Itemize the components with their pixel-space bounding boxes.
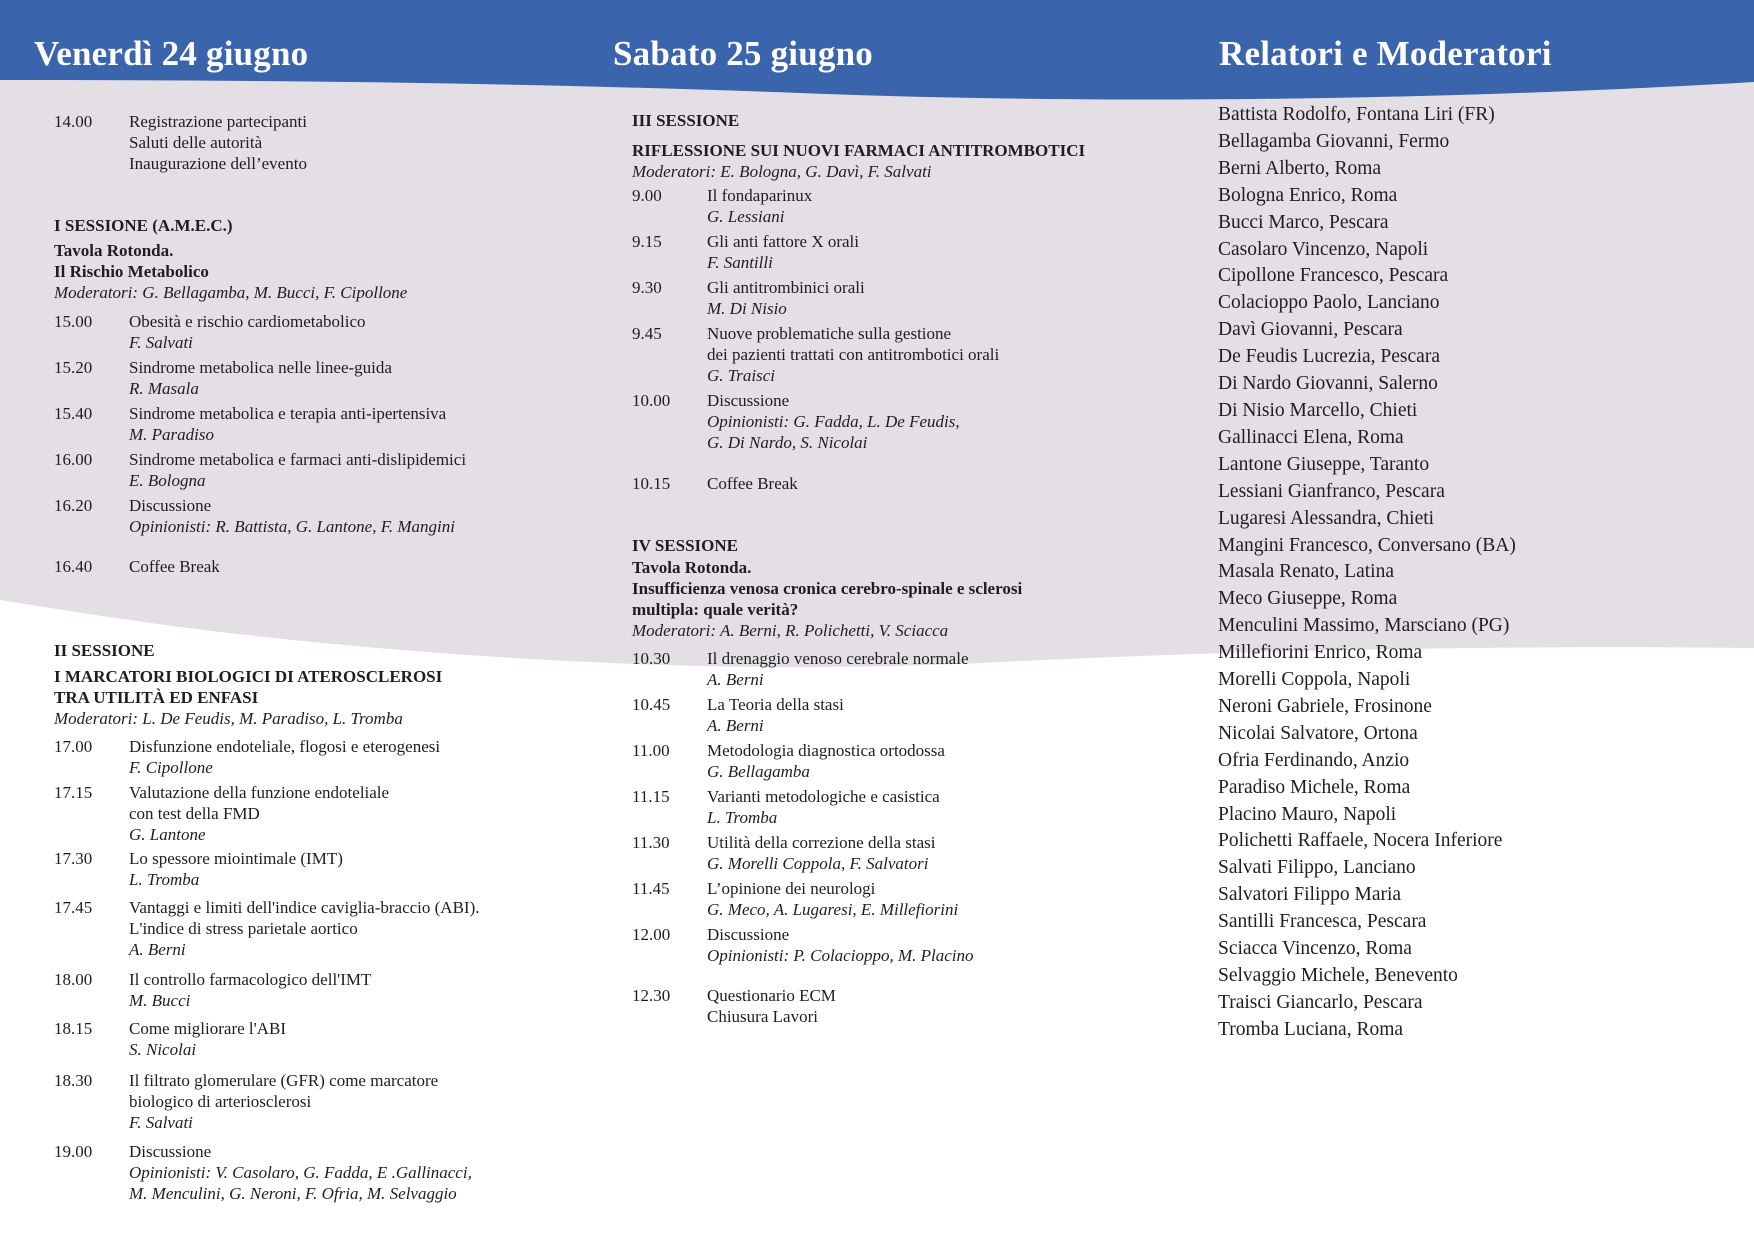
session1-header (54, 215, 574, 303)
session2-item (54, 736, 574, 778)
session2-item (54, 969, 574, 1011)
talk-title: Obesità e rischio cardiometabolico (129, 312, 366, 331)
time-label: 9.15 (632, 232, 662, 251)
program-row (54, 1141, 574, 1204)
session-title: Tavola Rotonda. (54, 241, 174, 260)
session2-item (54, 897, 574, 960)
time-label: 11.15 (632, 787, 670, 806)
talk-title: Utilità della correzione della stasi (707, 833, 936, 852)
time-label: 16.20 (54, 496, 93, 515)
speaker: G. Meco, A. Lugaresi, E. Millefiorini (707, 900, 959, 919)
talk-title: L’opinione dei neurologi (707, 879, 876, 898)
time-label: 18.30 (54, 1071, 93, 1090)
time-label: 14.00 (54, 112, 93, 131)
speaker-entry: Lantone Giuseppe, Taranto (1218, 453, 1430, 475)
talk-title: biologico di arteriosclerosi (129, 1092, 312, 1111)
item-line: Registrazione partecipanti (129, 112, 307, 131)
moderators: Moderatori: L. De Feudis, M. Paradiso, L. Tromba (54, 709, 403, 728)
time-label: 9.45 (632, 324, 662, 343)
talk-title: dei pazienti trattati con antitrombotici orali (707, 345, 1000, 364)
speaker: G. Di Nardo, S. Nicolai (707, 433, 868, 452)
session-title: TRA UTILITÀ ED ENFASI (54, 688, 259, 707)
session1-item (54, 449, 574, 491)
session2-item (54, 848, 574, 890)
speaker-entry: Meco Giuseppe, Roma (1218, 588, 1398, 610)
speaker-entry: Polichetti Raffaele, Nocera Inferiore (1218, 830, 1503, 852)
program-row (632, 878, 1172, 920)
time-label: 15.40 (54, 404, 93, 423)
speaker-entry: Millefiorini Enrico, Roma (1218, 642, 1423, 664)
speaker: L. Tromba (129, 870, 200, 889)
speaker-entry: Salvati Filippo, Lanciano (1218, 857, 1416, 879)
time-label: 17.45 (54, 898, 93, 917)
speaker-entry: Ofria Ferdinando, Anzio (1218, 749, 1410, 771)
session3-item (632, 390, 1172, 453)
speaker-entry: Gallinacci Elena, Roma (1218, 426, 1404, 448)
program-row (632, 786, 1172, 828)
program-row (54, 782, 574, 845)
speaker-entry: Masala Renato, Latina (1218, 561, 1394, 583)
moderators: Moderatori: G. Bellagamba, M. Bucci, F. Cipollone (54, 283, 408, 302)
session3-item (632, 231, 1172, 273)
closing-entry (632, 985, 1172, 1027)
session2-header (54, 640, 574, 729)
time-label: 16.40 (54, 557, 93, 576)
talk-title: Sindrome metabolica nelle linee-guida (129, 358, 392, 377)
speaker: Opinionisti: G. Fadda, L. De Feudis, (707, 412, 960, 431)
speaker-entry: Traisci Giancarlo, Pescara (1218, 991, 1423, 1013)
program-row (54, 111, 574, 174)
speakers-list (1218, 102, 1516, 1044)
speaker: L. Tromba (707, 808, 778, 827)
item-line: Inaugurazione dell’evento (129, 154, 307, 173)
program-row (54, 969, 574, 1011)
program-row (632, 924, 1172, 966)
session3-item (632, 277, 1172, 319)
program-row (632, 277, 1172, 319)
talk-title: Discussione (129, 496, 212, 515)
talk-title: Varianti metodologiche e casistica (707, 787, 940, 806)
program-row (632, 231, 1172, 273)
speaker: G. Lantone (129, 825, 206, 844)
time-label: 18.15 (54, 1019, 93, 1038)
session3-item (632, 185, 1172, 227)
session1-item (54, 311, 574, 353)
speaker: F. Cipollone (129, 758, 213, 777)
speaker-entry: Di Nisio Marcello, Chieti (1218, 399, 1418, 421)
time-label: 19.00 (54, 1142, 93, 1161)
time-label: 10.30 (632, 649, 671, 668)
speaker: G. Morelli Coppola, F. Salvatori (707, 854, 929, 873)
speaker: M. Di Nisio (707, 299, 787, 318)
session-title: Il Rischio Metabolico (54, 262, 209, 281)
talk-title: Sindrome metabolica e farmaci anti-dislipidemici (129, 450, 467, 469)
item-line: Saluti delle autorità (129, 133, 263, 152)
speaker-entry: Menculini Massimo, Marsciano (PG) (1218, 615, 1510, 637)
speaker-entry: Cipollone Francesco, Pescara (1218, 265, 1449, 287)
time-label: 9.00 (632, 186, 662, 205)
talk-title: Disfunzione endoteliale, flogosi e eterogenesi (129, 737, 441, 756)
talk-title: Discussione (707, 925, 790, 944)
time-label: 17.30 (54, 849, 93, 868)
session4-item (632, 786, 1172, 828)
session4-item (632, 648, 1172, 690)
speaker: M. Menculini, G. Neroni, F. Ofria, M. Selvaggio (129, 1184, 457, 1203)
break-label: Coffee Break (707, 474, 798, 493)
time-label: 17.15 (54, 783, 93, 802)
program-row (632, 985, 1172, 1027)
program-row (54, 1018, 574, 1060)
friday-title: Venerdì 24 giugno (34, 34, 309, 73)
time-label: 17.00 (54, 737, 93, 756)
talk-title: Come migliorare l'ABI (129, 1019, 286, 1038)
moderators: Moderatori: E. Bologna, G. Davì, F. Salvati (632, 162, 932, 181)
program-row (54, 848, 574, 890)
speaker: G. Bellagamba (707, 762, 810, 781)
program-row (54, 897, 574, 960)
talk-title: Discussione (707, 391, 790, 410)
coffee-break (632, 473, 1172, 494)
program-row (54, 556, 574, 577)
speaker-entry: Morelli Coppola, Napoli (1218, 669, 1411, 691)
program-row (54, 403, 574, 445)
session2-item (54, 782, 574, 845)
session4-item (632, 740, 1172, 782)
speaker: G. Lessiani (707, 207, 785, 226)
item-line: Questionario ECM (707, 986, 836, 1005)
speaker-entry: Berni Alberto, Roma (1218, 157, 1382, 179)
speaker-entry: Di Nardo Giovanni, Salerno (1218, 373, 1438, 395)
speaker-entry: Davì Giovanni, Pescara (1218, 319, 1403, 341)
time-label: 11.30 (632, 833, 670, 852)
talk-title: Il drenaggio venoso cerebrale normale (707, 649, 969, 668)
speakers-title: Relatori e Moderatori (1219, 34, 1552, 73)
time-label: 10.00 (632, 391, 671, 410)
session2-item (54, 1018, 574, 1060)
session3-item (632, 323, 1172, 386)
program-row (54, 1070, 574, 1133)
speaker: A. Berni (707, 670, 764, 689)
session-title: RIFLESSIONE SUI NUOVI FARMACI ANTITROMBOTICI (632, 141, 1086, 160)
time-label: 15.00 (54, 312, 93, 331)
program-row (632, 740, 1172, 782)
speaker: S. Nicolai (129, 1040, 197, 1059)
session1-item (54, 357, 574, 399)
program-row (54, 736, 574, 778)
program-row (632, 832, 1172, 874)
speaker: G. Traisci (707, 366, 776, 385)
program-row (54, 495, 574, 537)
opening-entry (54, 111, 574, 174)
time-label: 10.45 (632, 695, 671, 714)
session-title: Tavola Rotonda. (632, 558, 752, 577)
session4-item (632, 832, 1172, 874)
talk-title: Gli anti fattore X orali (707, 232, 860, 251)
talk-title: Lo spessore miointimale (IMT) (129, 849, 343, 868)
speaker-entry: Battista Rodolfo, Fontana Liri (FR) (1218, 104, 1495, 125)
speaker-entry: Tromba Luciana, Roma (1218, 1018, 1404, 1040)
speaker: F. Salvati (129, 333, 193, 352)
talk-title: Il filtrato glomerulare (GFR) come marcatore (129, 1071, 439, 1090)
speaker-entry: Casolaro Vincenzo, Napoli (1218, 238, 1429, 260)
talk-title: Gli antitrombinici orali (707, 278, 865, 297)
speaker-entry: Salvatori Filippo Maria (1218, 884, 1402, 906)
session4-item (632, 924, 1172, 966)
speaker-entry: Mangini Francesco, Conversano (BA) (1218, 534, 1516, 556)
session-label: II SESSIONE (54, 641, 155, 660)
program-row (632, 694, 1172, 736)
coffee-break (54, 556, 574, 577)
speaker-entry: Placino Mauro, Napoli (1218, 803, 1397, 825)
session3-header (632, 110, 1172, 182)
speaker-entry: Bellagamba Giovanni, Fermo (1218, 130, 1450, 152)
speaker-entry: Neroni Gabriele, Frosinone (1218, 695, 1432, 717)
break-label: Coffee Break (129, 557, 220, 576)
session4-item (632, 694, 1172, 736)
session1-item (54, 495, 574, 537)
session1-item (54, 403, 574, 445)
session-title: multipla: quale verità? (632, 600, 799, 619)
talk-title: Il fondaparinux (707, 186, 813, 205)
speaker: M. Bucci (129, 991, 191, 1010)
speaker-entry: Nicolai Salvatore, Ortona (1218, 722, 1418, 744)
session4-item (632, 878, 1172, 920)
program-row (54, 357, 574, 399)
session2-item (54, 1070, 574, 1133)
item-line: Chiusura Lavori (707, 1007, 818, 1026)
talk-title: Metodologia diagnostica ortodossa (707, 741, 945, 760)
time-label: 11.00 (632, 741, 670, 760)
time-label: 15.20 (54, 358, 93, 377)
talk-title: La Teoria della stasi (707, 695, 844, 714)
speaker: Opinionisti: P. Colacioppo, M. Placino (707, 946, 974, 965)
speaker-entry: Lessiani Gianfranco, Pescara (1218, 480, 1445, 502)
speaker: A. Berni (707, 716, 764, 735)
speaker-entry: Colacioppo Paolo, Lanciano (1218, 292, 1440, 314)
speaker-entry: Santilli Francesca, Pescara (1218, 911, 1427, 933)
talk-title: Vantaggi e limiti dell'indice caviglia-braccio (ABI). (129, 898, 480, 917)
talk-title: Valutazione della funzione endoteliale (129, 783, 390, 802)
speaker-entry: Bucci Marco, Pescara (1218, 211, 1389, 233)
session-title: Insufficienza venosa cronica cerebro-spinale e sclerosi (632, 579, 1023, 598)
talk-title: Sindrome metabolica e terapia anti-ipertensiva (129, 404, 447, 423)
time-label: 16.00 (54, 450, 93, 469)
speaker-entry: Lugaresi Alessandra, Chieti (1218, 507, 1435, 529)
session-label: I SESSIONE (A.M.E.C.) (54, 216, 233, 235)
speaker-entry: De Feudis Lucrezia, Pescara (1218, 346, 1440, 368)
speaker-entry: Selvaggio Michele, Benevento (1218, 965, 1458, 986)
talk-title: Nuove problematiche sulla gestione (707, 324, 952, 343)
speaker: Opinionisti: V. Casolaro, G. Fadda, E .Gallinacci, (129, 1163, 472, 1182)
program-row (632, 390, 1172, 453)
session-label: IV SESSIONE (632, 536, 738, 555)
program-row (54, 449, 574, 491)
session4-header (632, 535, 1172, 641)
speaker-entry: Bologna Enrico, Roma (1218, 184, 1398, 206)
session-label: III SESSIONE (632, 111, 740, 130)
talk-title: con test della FMD (129, 804, 260, 823)
program-row (632, 185, 1172, 227)
speaker: A. Berni (129, 940, 186, 959)
session2-item (54, 1141, 574, 1204)
speaker: Opinionisti: R. Battista, G. Lantone, F. Mangini (129, 517, 455, 536)
talk-title: L'indice di stress parietale aortico (129, 919, 358, 938)
saturday-title: Sabato 25 giugno (613, 34, 873, 73)
talk-title: Il controllo farmacologico dell'IMT (129, 970, 372, 989)
speaker: F. Salvati (129, 1113, 193, 1132)
talk-title: Discussione (129, 1142, 212, 1161)
speaker-entry: Paradiso Michele, Roma (1218, 776, 1411, 798)
time-label: 12.30 (632, 986, 671, 1005)
program-row (632, 648, 1172, 690)
time-label: 18.00 (54, 970, 93, 989)
time-label: 12.00 (632, 925, 671, 944)
program-row (632, 323, 1172, 386)
time-label: 11.45 (632, 879, 670, 898)
time-label: 10.15 (632, 474, 671, 493)
speaker: R. Masala (129, 379, 199, 398)
program-row (54, 311, 574, 353)
speaker-entry: Sciacca Vincenzo, Roma (1218, 938, 1412, 960)
program-row (632, 473, 1172, 494)
speaker: F. Santilli (707, 253, 773, 272)
moderators: Moderatori: A. Berni, R. Polichetti, V. Sciacca (632, 621, 949, 640)
speaker: E. Bologna (129, 471, 206, 490)
speaker: M. Paradiso (129, 425, 214, 444)
time-label: 9.30 (632, 278, 662, 297)
session-title: I MARCATORI BIOLOGICI DI ATEROSCLEROSI (54, 667, 443, 686)
